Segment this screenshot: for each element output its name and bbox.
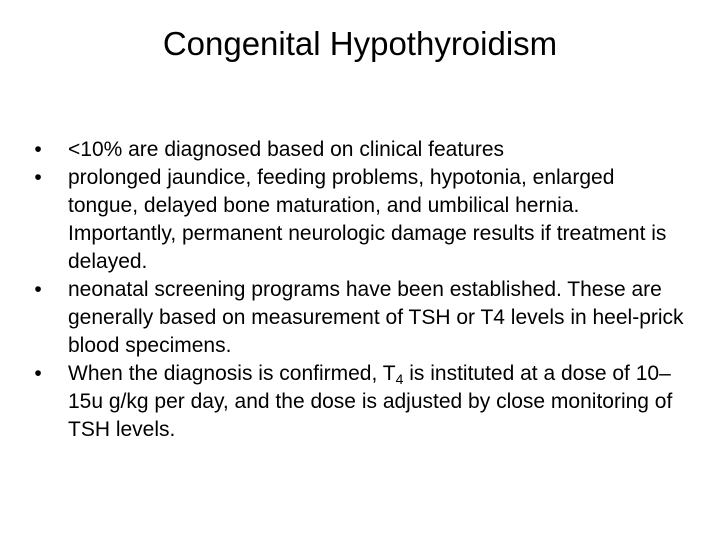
bullet-point-icon: • <box>34 362 42 385</box>
bullet-item-screening <box>34 276 688 360</box>
bullet-item-clinical-features <box>34 136 688 164</box>
bullet-text-after: is instituted at a dose of 10–15u g/kg per day, and the dose is adjusted by close monitoring of TSH levels. <box>68 362 673 441</box>
bullet-text: prolonged jaundice, feeding problems, hypotonia, enlarged tongue, delayed bone maturation, and umbilical hernia. Importantly, permanent neurologic damage results if treatment is delayed. <box>68 166 667 273</box>
t4-subscript: 4 <box>395 371 404 387</box>
bullet-text: neonatal screening programs have been established. These are generally based on measurement of TSH or T4 levels in heel-prick blood specimens. <box>68 278 684 357</box>
bullet-text: <10% are diagnosed based on clinical features <box>68 138 505 161</box>
bullet-point-icon: • <box>34 138 42 161</box>
bullet-text <box>68 362 672 441</box>
bullet-list <box>34 136 688 444</box>
bullet-point-icon: • <box>34 278 42 301</box>
bullet-text-before: When the diagnosis is confirmed, T <box>68 362 396 385</box>
bullet-item-symptoms <box>34 164 688 276</box>
bullet-item-treatment <box>34 360 688 444</box>
slide-title: Congenital Hypothyroidism <box>162 25 558 62</box>
bullet-point-icon: • <box>34 166 42 189</box>
